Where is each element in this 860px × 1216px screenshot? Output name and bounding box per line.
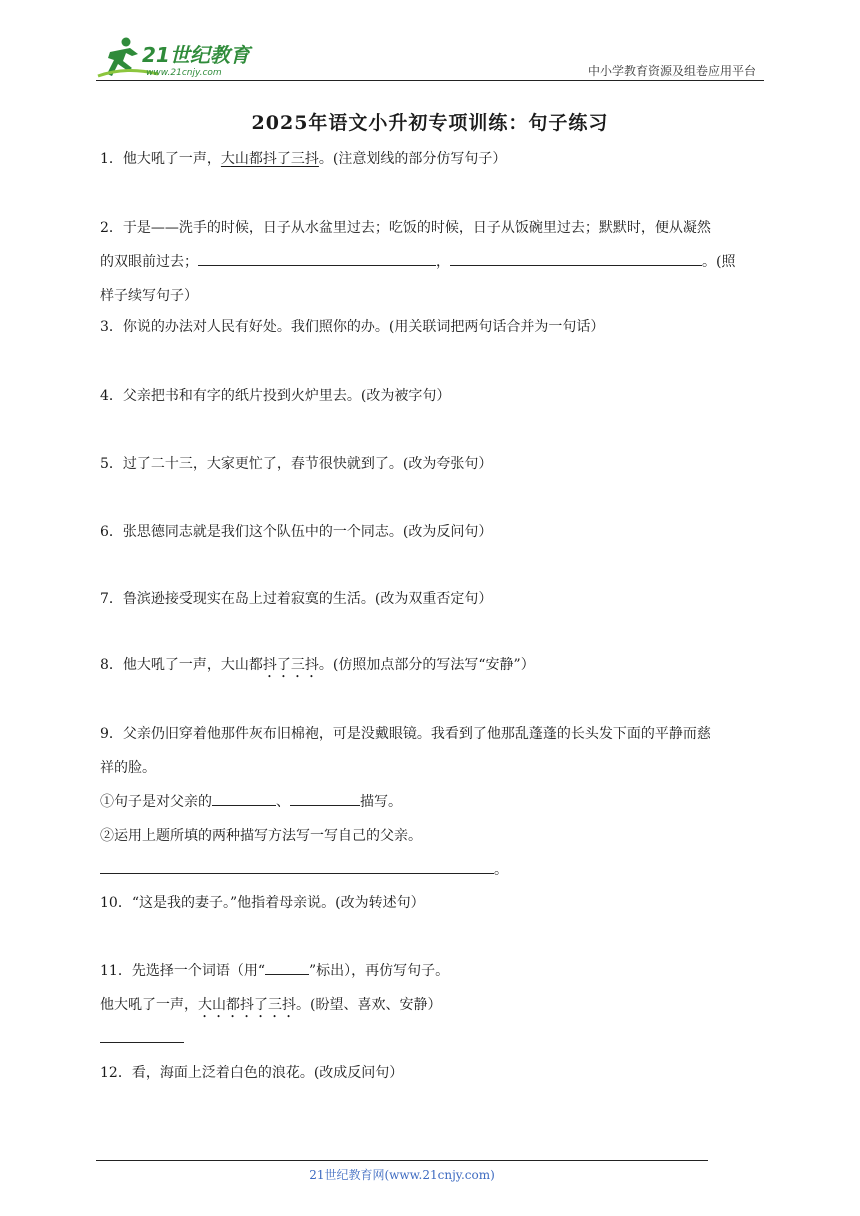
header-tagline: 中小学教育资源及组卷应用平台 xyxy=(587,64,756,78)
page-title: 2025年语文小升初专项训练：句子练习 xyxy=(251,112,609,134)
question-5: 5．过了二十三，大家更忙了，春节很快就到了。(改为夸张句） xyxy=(100,456,493,472)
answer-blank[interactable] xyxy=(198,247,436,266)
answer-line[interactable] xyxy=(100,1024,184,1043)
emphasis-dotted-phrase: 抖了三抖 xyxy=(262,657,319,673)
emphasis-dotted-phrase: 大山都抖了三抖 xyxy=(198,997,296,1013)
question-9: 9．父亲仍旧穿着他那件灰布旧棉袍，可是没戴眼镜。我看到了他那乱蓬蓬的长头发下面的平静而慈 祥的脸。 ①句子是对父亲的 、 描写。 ②运用上题所填的两种描写方法写一写自己的父亲。 。 xyxy=(100,726,711,878)
question-12: 12．看，海面上泛着白色的浪花。(改成反问句） xyxy=(100,1065,404,1081)
header-divider xyxy=(96,80,764,81)
question-8: 8．他大吼了一声，大山都抖了三抖。(仿照加点部分的写法写“安静”） xyxy=(100,657,535,673)
answer-line[interactable] xyxy=(100,855,494,874)
answer-blank[interactable] xyxy=(265,956,309,975)
footer-divider xyxy=(96,1160,708,1161)
question-3: 3．你说的办法对人民有好处。我们照你的办。(用关联词把两句话合并为一句话） xyxy=(100,319,605,335)
question-10: 10．“这是我的妻子。”他指着母亲说。(改为转述句） xyxy=(100,895,425,911)
answer-blank[interactable] xyxy=(212,787,276,806)
question-1: 1．他大吼了一声，大山都抖了三抖。(注意划线的部分仿写句子） xyxy=(100,151,507,167)
footer-link[interactable]: 21世纪教育网(www.21cnjy.com) xyxy=(309,1168,495,1182)
question-11: 11．先选择一个词语（用“ ”标出），再仿写句子。 他大吼了一声，大山都抖了三抖。(盼望、喜欢、安静） xyxy=(100,954,760,1056)
underlined-phrase: 大山都抖了三抖 xyxy=(220,151,319,167)
question-7: 7．鲁滨逊接受现实在岛上过着寂寞的生活。(改为双重否定句） xyxy=(100,591,493,607)
logo-text: 21世纪教育 xyxy=(142,43,250,67)
question-6: 6．张思德同志就是我们这个队伍中的一个同志。(改为反问句） xyxy=(100,524,493,540)
question-2: 2．于是——洗手的时候，日子从水盆里过去；吃饭的时候，日子从饭碗里过去；默默时，便从凝然 的双眼前过去； ， 。(照 样子续写句子） xyxy=(100,220,736,304)
site-logo xyxy=(96,36,266,80)
logo-url: www.21cnjy.com xyxy=(146,68,222,78)
answer-blank[interactable] xyxy=(290,787,360,806)
answer-blank[interactable] xyxy=(450,247,702,266)
question-4: 4．父亲把书和有字的纸片投到火炉里去。(改为被字句） xyxy=(100,388,451,404)
